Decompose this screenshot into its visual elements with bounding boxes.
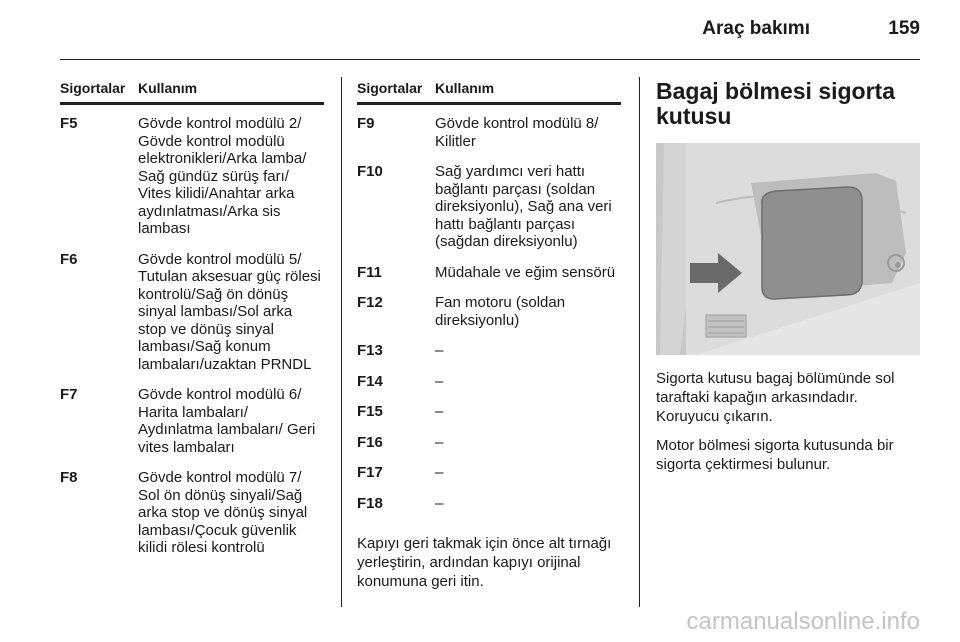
- table-row: [357, 163, 621, 251]
- table-row: [357, 434, 621, 452]
- fuse-code: F5: [60, 115, 78, 132]
- table-row: [357, 264, 621, 282]
- fuse-table-header: [60, 80, 324, 105]
- fuse-code: F16: [357, 433, 383, 451]
- table-row: [60, 115, 324, 238]
- page-number: 159: [888, 18, 920, 39]
- fuse-code: F18: [357, 494, 383, 512]
- fuse-usage: –: [435, 342, 444, 359]
- fuse-usage: Gövde kontrol modülü 2/ Gövde kontrol modülü elektronikleri/Arka lamba/ Sağ gündüz sürüş farı/ Vites kilidi/Anahtar arka aydınlatması/Arka sis lambası: [138, 115, 307, 237]
- watermark: carmanualsonline.info: [686, 608, 920, 635]
- fuse-code: F17: [357, 464, 383, 481]
- fuse-code: F11: [357, 263, 383, 281]
- fuse-usage: Gövde kontrol modülü 8/ Kilitler: [435, 115, 599, 150]
- table-row: [60, 251, 324, 374]
- fuse-table-column-1: [60, 80, 324, 557]
- table-row: [357, 464, 621, 482]
- column-divider-2: [639, 77, 640, 607]
- fuse-code: F13: [357, 342, 383, 359]
- fuse-code: F8: [60, 469, 78, 486]
- header-usage: Kullanım: [435, 80, 495, 96]
- table-row: [357, 373, 621, 391]
- fuse-code: F9: [357, 115, 375, 132]
- table-row: [357, 115, 621, 150]
- fuse-code: F7: [60, 386, 78, 403]
- column-divider-1: [341, 77, 342, 607]
- fuse-usage: Sağ yardımcı veri hattı bağlantı parçası (soldan direksiyonlu), Sağ ana veri hattı bağlantı parçası (sağdan direksiyonlu): [435, 163, 612, 250]
- table-row: [357, 403, 621, 421]
- fuse-usage: Gövde kontrol modülü 7/ Sol ön dönüş sinyali/Sağ arka stop ve dönüş sinyal lambası/Çocuk güvenlik kilidi rölesi kontrolü: [138, 469, 308, 556]
- fuse-table-header: [357, 80, 621, 105]
- table-row: [60, 386, 324, 456]
- fuse-code: F10: [357, 163, 383, 180]
- fuse-code: F14: [357, 372, 383, 390]
- header-usage: Kullanım: [138, 80, 198, 96]
- fuse-usage: –: [435, 494, 444, 512]
- fuse-code: F12: [357, 294, 383, 311]
- table-row: [357, 495, 621, 513]
- fuse-usage: Gövde kontrol modülü 6/ Harita lambaları/ Aydınlatma lambaları/ Geri vites lambaları: [138, 386, 316, 456]
- fuse-table-column-2: [357, 80, 621, 591]
- reinstall-note: Kapıyı geri takmak için önce alt tırnağı yerleştirin, ardından kapıyı orijinal konumuna geri itin.: [357, 535, 612, 590]
- header-fuses: Sigortalar: [60, 80, 126, 96]
- section-title: Bagaj bölmesi sigorta kutusu: [656, 78, 896, 129]
- table-row: [357, 294, 621, 329]
- fuse-usage: –: [435, 372, 444, 390]
- trunk-fuse-box-illustration: [656, 143, 920, 355]
- header-divider: [60, 59, 920, 60]
- trunk-fuse-box-section: [656, 80, 920, 474]
- header-fuses: Sigortalar: [357, 80, 423, 96]
- fuse-usage: –: [435, 433, 444, 451]
- fuse-usage: Gövde kontrol modülü 5/ Tutulan aksesuar güç rölesi kontrolü/Sağ ön dönüş sinyal lambası/Sol arka stop ve dönüş sinyal lambası/Sağ konum lambaları/uzaktan PRNDL: [138, 250, 321, 373]
- location-paragraph: Sigorta kutusu bagaj bölümünde sol taraftaki kapağın arkasındadır. Koruyucu çıkarın.: [656, 370, 895, 425]
- table-row: [357, 342, 621, 360]
- fuse-code: F15: [357, 403, 383, 420]
- fuse-puller-paragraph: Motor bölmesi sigorta kutusunda bir sigorta çektirmesi bulunur.: [656, 437, 894, 473]
- fuse-usage: –: [435, 403, 444, 420]
- fuse-usage: –: [435, 464, 444, 481]
- table-row: [60, 469, 324, 557]
- fuse-usage: Fan motoru (soldan direksiyonlu): [435, 294, 566, 329]
- fuse-usage: Müdahale ve eğim sensörü: [435, 263, 616, 281]
- fuse-code: F6: [60, 250, 78, 268]
- page-section-title: Araç bakımı: [702, 18, 810, 39]
